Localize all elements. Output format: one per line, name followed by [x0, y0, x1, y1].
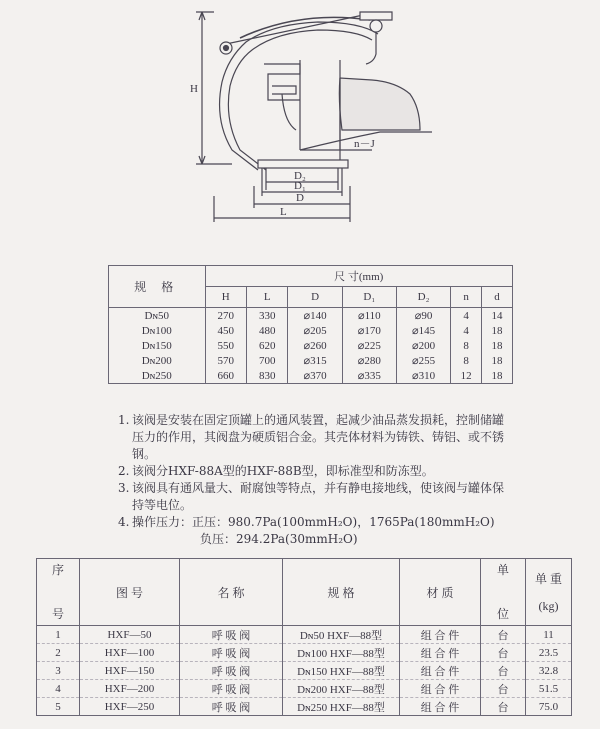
drawing-no-cell: HXF—150 — [80, 662, 180, 680]
table-row — [109, 338, 513, 353]
seq-header — [37, 559, 80, 626]
drawing-no-cell: HXF—100 — [80, 644, 180, 662]
note-item — [118, 412, 508, 463]
negative-pressure: 负压：294.2Pa(30mmH₂O) — [200, 532, 358, 546]
bolt-d-cell: 18 — [482, 323, 513, 338]
pressure-label: 操作压力： — [132, 515, 193, 529]
unit-header — [481, 559, 526, 626]
unit-header-top: 单 — [496, 563, 509, 577]
note-number: 1. — [118, 413, 130, 427]
d-cell: ⌀370 — [288, 368, 342, 384]
seq-header-top: 序 — [51, 563, 64, 577]
parts-header-row — [37, 559, 572, 626]
spec-cell: Dɴ100 — [109, 323, 206, 338]
d-label: D — [296, 192, 304, 204]
seq-cell: 4 — [37, 680, 80, 698]
bolt-d-cell: 18 — [482, 338, 513, 353]
d-cell: ⌀205 — [288, 323, 342, 338]
d2-label: D₂ — [294, 170, 306, 182]
drawing-no-header: 图 号 — [80, 559, 180, 626]
note-number: 3. — [118, 481, 130, 495]
size-header: 尺 寸(mm) — [205, 266, 513, 287]
name-cell: 呼 吸 阀 — [180, 662, 283, 680]
col-header: d — [482, 287, 513, 308]
spec-cell: Dɴ250 — [109, 368, 206, 384]
material-cell: 组 合 件 — [400, 680, 481, 698]
nj-label: n－J — [354, 138, 375, 150]
name-header: 名 称 — [180, 559, 283, 626]
n-cell: 12 — [451, 368, 482, 384]
unit-header-bottom: 位 — [496, 607, 509, 621]
bolt-d-cell: 18 — [482, 353, 513, 368]
d-cell: ⌀315 — [288, 353, 342, 368]
seq-cell: 1 — [37, 626, 80, 644]
d1-cell: ⌀170 — [342, 323, 396, 338]
table-row — [109, 308, 513, 324]
l-label: L — [280, 206, 287, 218]
material-cell: 组 合 件 — [400, 626, 481, 644]
table-row — [37, 626, 572, 644]
n-cell: 4 — [451, 323, 482, 338]
l-cell: 830 — [246, 368, 287, 384]
l-cell: 330 — [246, 308, 287, 324]
table-row — [37, 680, 572, 698]
pressure-block — [132, 514, 508, 548]
weight-cell: 75.0 — [526, 698, 572, 716]
note-item — [118, 463, 508, 480]
spec-cell: Dɴ50 — [109, 308, 206, 324]
note-text: 该阀分HXF-88A型的HXF-88B型，即标准型和防冻型。 — [132, 464, 434, 478]
unit-cell: 台 — [481, 626, 526, 644]
col-header: n — [451, 287, 482, 308]
bolt-d-cell: 14 — [482, 308, 513, 324]
seq-cell: 2 — [37, 644, 80, 662]
l-cell: 480 — [246, 323, 287, 338]
d1-cell: ⌀225 — [342, 338, 396, 353]
parts-table — [36, 558, 572, 716]
negative-pressure-row — [132, 531, 508, 548]
spec-cell: Dɴ200 — [109, 353, 206, 368]
table-row — [109, 368, 513, 384]
l-cell: 620 — [246, 338, 287, 353]
h-cell: 450 — [205, 323, 246, 338]
unit-cell: 台 — [481, 644, 526, 662]
drawing-no-cell: HXF—50 — [80, 626, 180, 644]
note-text: 该阀具有通风量大、耐腐蚀等特点，并有静电接地线，使该阀与罐体保持等电位。 — [132, 481, 505, 512]
d2-cell: ⌀200 — [396, 338, 450, 353]
material-cell: 组 合 件 — [400, 662, 481, 680]
note-text: 该阀是安装在固定顶罐上的通风装置，起减少油品蒸发损耗，控制储罐压力的作用，其阀盘为硬质铝合金。其壳体材料为铸铁、铸铝、或不锈钢。 — [132, 413, 505, 461]
material-cell: 组 合 件 — [400, 698, 481, 716]
unit-cell: 台 — [481, 662, 526, 680]
spec-cell: Dɴ50 HXF—88型 — [283, 626, 400, 644]
d1-cell: ⌀335 — [342, 368, 396, 384]
seq-cell: 3 — [37, 662, 80, 680]
spec-cell: Dɴ250 HXF—88型 — [283, 698, 400, 716]
seq-header-bottom: 号 — [51, 607, 64, 621]
l-cell: 700 — [246, 353, 287, 368]
name-cell: 呼 吸 阀 — [180, 644, 283, 662]
pressure-note — [118, 514, 508, 548]
spec-header: 规 格 — [283, 559, 400, 626]
d-cell: ⌀260 — [288, 338, 342, 353]
note-number: 2. — [118, 464, 130, 478]
drawing-no-cell: HXF—250 — [80, 698, 180, 716]
positive-pressure-row — [132, 514, 508, 531]
name-cell: 呼 吸 阀 — [180, 626, 283, 644]
h-cell: 660 — [205, 368, 246, 384]
material-cell: 组 合 件 — [400, 644, 481, 662]
table-row — [37, 662, 572, 680]
name-cell: 呼 吸 阀 — [180, 698, 283, 716]
unit-cell: 台 — [481, 680, 526, 698]
col-header: H — [205, 287, 246, 308]
notes-section — [118, 412, 508, 548]
seq-cell: 5 — [37, 698, 80, 716]
d1-label: D₁ — [294, 180, 306, 192]
weight-cell: 23.5 — [526, 644, 572, 662]
bolt-d-cell: 18 — [482, 368, 513, 384]
n-cell: 4 — [451, 308, 482, 324]
d2-cell: ⌀90 — [396, 308, 450, 324]
weight-unit: (kg) — [538, 599, 559, 613]
n-cell: 8 — [451, 353, 482, 368]
note-item — [118, 480, 508, 514]
d-cell: ⌀140 — [288, 308, 342, 324]
drawing-no-cell: HXF—200 — [80, 680, 180, 698]
weight-header-label: 单 重 — [534, 572, 562, 586]
d1-cell: ⌀280 — [342, 353, 396, 368]
d2-cell: ⌀310 — [396, 368, 450, 384]
d2-cell: ⌀145 — [396, 323, 450, 338]
table-row — [37, 644, 572, 662]
col-header: D — [288, 287, 342, 308]
positive-pressure: 正压：980.7Pa(100mmH₂O)，1765Pa(180mmH₂O) — [192, 515, 495, 529]
material-header: 材 质 — [400, 559, 481, 626]
n-cell: 8 — [451, 338, 482, 353]
table-row — [109, 323, 513, 338]
h-label: H — [190, 83, 198, 95]
weight-header — [526, 559, 572, 626]
weight-cell: 51.5 — [526, 680, 572, 698]
h-cell: 570 — [205, 353, 246, 368]
col-header: L — [246, 287, 287, 308]
spec-cell: Dɴ150 — [109, 338, 206, 353]
name-cell: 呼 吸 阀 — [180, 680, 283, 698]
unit-cell: 台 — [481, 698, 526, 716]
dimension-table — [108, 265, 513, 384]
note-number: 4. — [118, 515, 130, 529]
spec-cell: Dɴ200 HXF—88型 — [283, 680, 400, 698]
h-cell: 270 — [205, 308, 246, 324]
h-cell: 550 — [205, 338, 246, 353]
weight-cell: 32.8 — [526, 662, 572, 680]
valve-drawing — [0, 0, 600, 250]
weight-cell: 11 — [526, 626, 572, 644]
col-header: D₁ — [342, 287, 396, 308]
spec-cell: Dɴ100 HXF—88型 — [283, 644, 400, 662]
col-header: D₂ — [396, 287, 450, 308]
d1-cell: ⌀110 — [342, 308, 396, 324]
table-row — [109, 353, 513, 368]
spec-header: 规 格 — [109, 266, 206, 308]
d2-cell: ⌀255 — [396, 353, 450, 368]
spec-cell: Dɴ150 HXF—88型 — [283, 662, 400, 680]
table-row — [37, 698, 572, 716]
